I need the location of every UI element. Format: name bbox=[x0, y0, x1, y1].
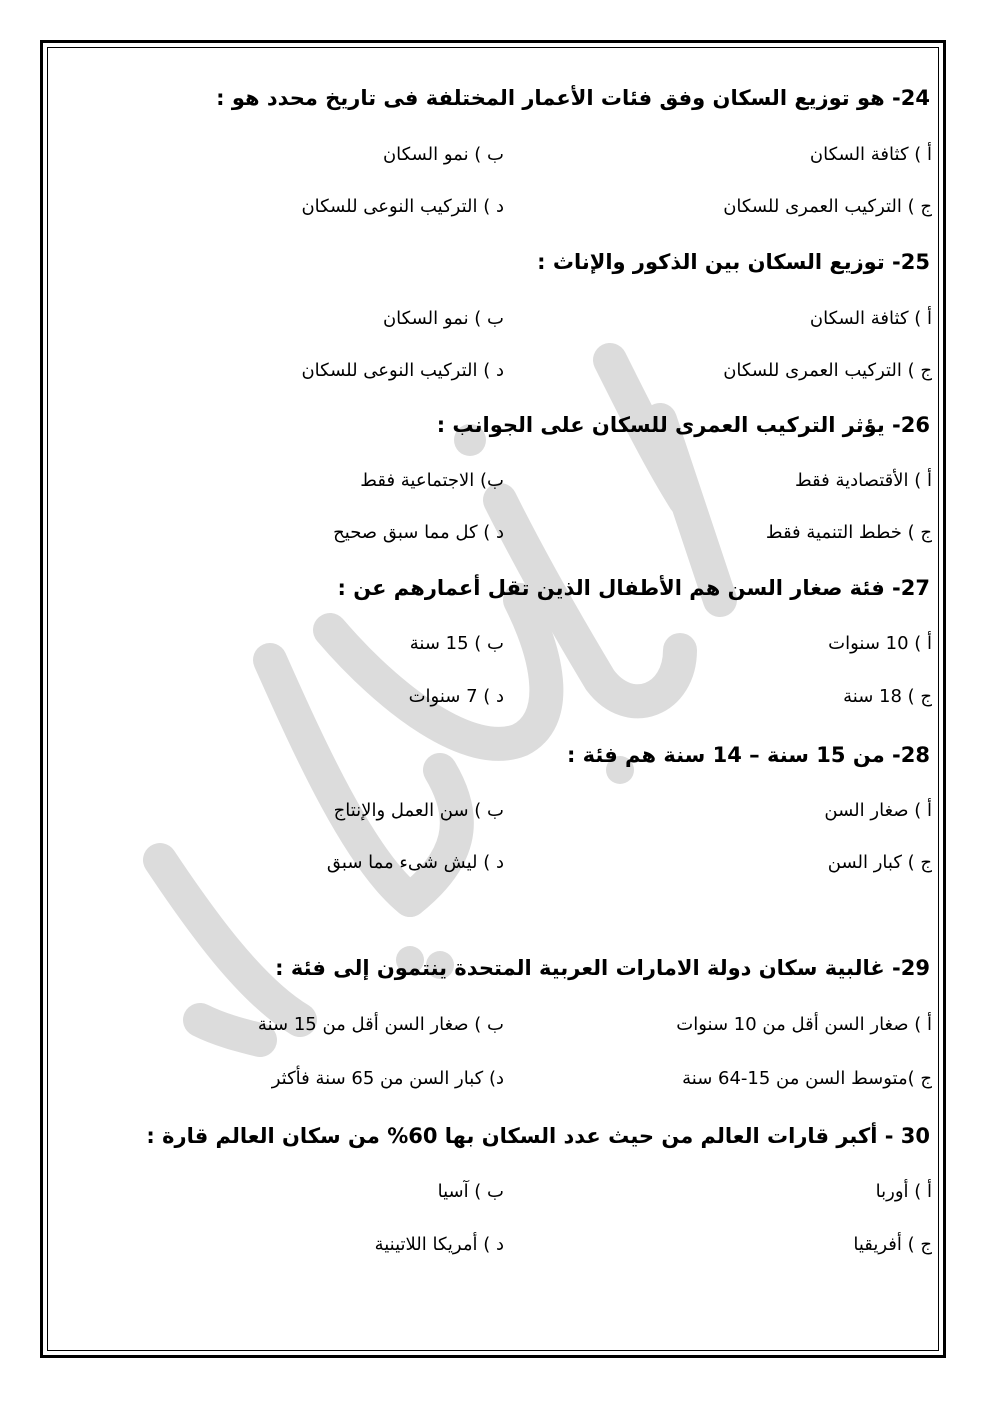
question-24-option-b: ب ) نمو السكان bbox=[382, 144, 504, 165]
question-26-option-b: ب) الاجتماعية فقط bbox=[360, 470, 504, 491]
question-25-option-b: ب ) نمو السكان bbox=[382, 308, 504, 329]
question-30-option-c: ج ) أفريقيا bbox=[853, 1234, 932, 1255]
question-26-title: 26- يؤثر التركيب العمرى للسكان على الجوانب : bbox=[436, 413, 930, 437]
question-27-option-d: د ) 7 سنوات bbox=[408, 686, 504, 707]
question-28-option-c: ج ) كبار السن bbox=[827, 852, 932, 873]
question-28-option-d: د ) ليش شىء مما سبق bbox=[326, 852, 504, 873]
question-26-option-c: ج ) خطط التنمية فقط bbox=[765, 522, 932, 543]
question-30-option-b: ب ) آسيا bbox=[437, 1181, 504, 1202]
question-25-option-a: أ ) كثافة السكان bbox=[809, 308, 932, 329]
question-29-option-b: ب ) صغار السن أقل من 15 سنة bbox=[257, 1014, 504, 1035]
question-30-option-a: أ ) أوربا bbox=[875, 1181, 932, 1202]
question-29-option-a: أ ) صغار السن أقل من 10 سنوات bbox=[676, 1014, 932, 1035]
question-28-title: 28- من 15 سنة – 14 سنة هم فئة : bbox=[566, 743, 930, 767]
question-27-option-a: أ ) 10 سنوات bbox=[828, 633, 932, 654]
question-27-option-c: ج ) 18 سنة bbox=[843, 686, 932, 707]
question-25-option-c: ج ) التركيب العمرى للسكان bbox=[723, 360, 932, 381]
question-27-option-b: ب ) 15 سنة bbox=[409, 633, 504, 654]
question-29-option-c: ج )متوسط السن من 15-64 سنة bbox=[682, 1068, 932, 1089]
question-27-title: 27- فئة صغار السن هم الأطفال الذين تقل أعمارهم عن : bbox=[337, 576, 930, 600]
question-24-option-d: د ) التركيب النوعى للسكان bbox=[301, 196, 504, 217]
question-24-title: 24- هو توزيع السكان وفق فئات الأعمار المختلفة فى تاريخ محدد هو : bbox=[216, 86, 930, 110]
question-25-title: 25- توزيع السكان بين الذكور والإناث : bbox=[537, 250, 930, 274]
question-25-option-d: د ) التركيب النوعى للسكان bbox=[301, 360, 504, 381]
question-30-option-d: د ) أمريكا اللاتينية bbox=[374, 1234, 504, 1255]
question-26-option-d: د ) كل مما سبق صحيح bbox=[333, 522, 504, 543]
question-29-option-d: د) كبار السن من 65 سنة فأكثر bbox=[271, 1068, 504, 1089]
question-24-option-a: أ ) كثافة السكان bbox=[809, 144, 932, 165]
question-28-option-a: أ ) صغار السن bbox=[824, 800, 932, 821]
question-29-title: 29- غالبية سكان دولة الامارات العربية المتحدة ينتمون إلى فئة : bbox=[275, 956, 930, 980]
question-24-option-c: ج ) التركيب العمرى للسكان bbox=[723, 196, 932, 217]
question-26-option-a: أ ) الأقتصادية فقط bbox=[794, 470, 932, 491]
question-28-option-b: ب ) سن العمل والإنتاج bbox=[333, 800, 504, 821]
question-30-title: 30 - أكبر قارات العالم من حيث عدد السكان بها 60% من سكان العالم قارة : bbox=[146, 1124, 930, 1148]
